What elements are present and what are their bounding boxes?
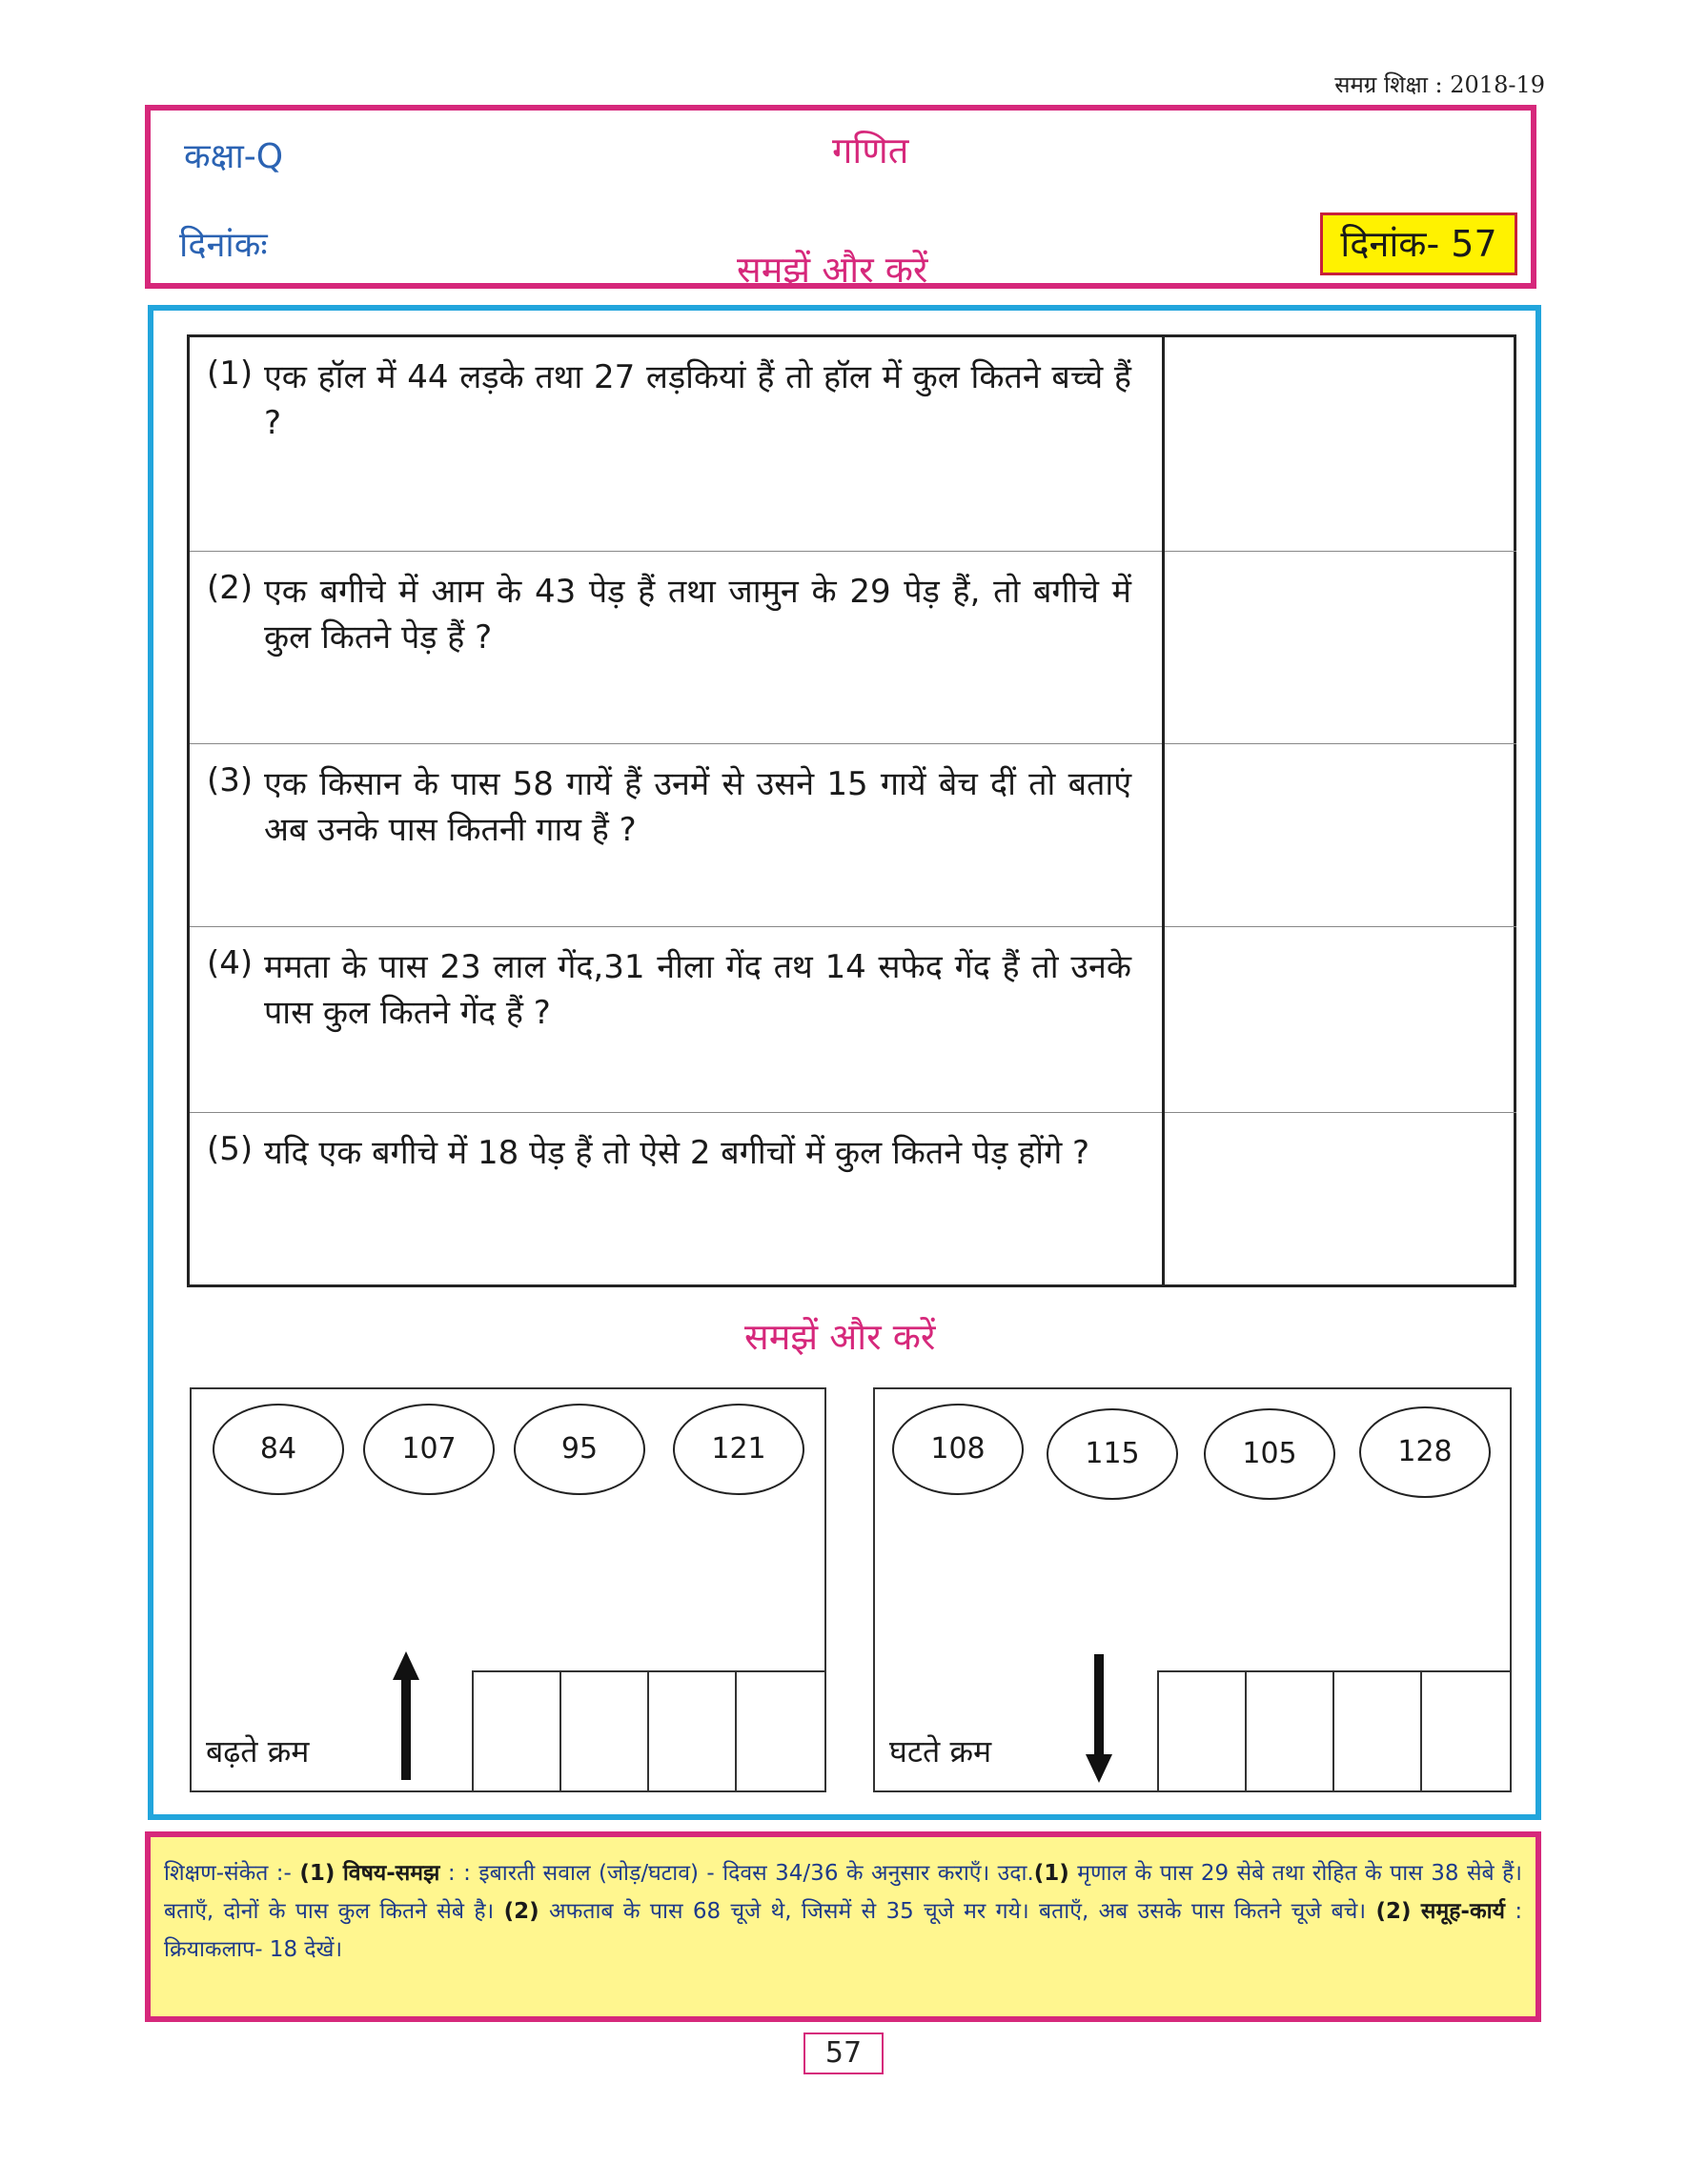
number-bubble: 121 (673, 1404, 804, 1495)
subject-title: गणित (832, 130, 909, 172)
ascending-order-box (190, 1387, 826, 1792)
note-point-text: : : इबारती सवाल (जोड़/घटाव) - दिवस 34/36 के अनुसार कराएँ। उदा. (447, 1861, 1034, 1886)
answer-space[interactable] (1165, 1113, 1516, 1284)
problem-row (190, 337, 1162, 552)
down-arrow-icon (1085, 1654, 1113, 1783)
answer-cell[interactable] (561, 1672, 649, 1790)
note-point-text: : क्रियाकलाप- 18 देखें। (164, 1899, 1523, 1962)
note-point-title: विषय-समझ (342, 1861, 440, 1886)
answer-space[interactable] (1165, 337, 1516, 552)
up-arrow-icon (392, 1651, 420, 1780)
word-problems-table (187, 334, 1516, 1287)
note-example-number: (1) (1033, 1861, 1069, 1886)
problem-number: (1) (207, 354, 254, 393)
answer-cell[interactable] (1334, 1672, 1422, 1790)
day-badge: दिनांक- 57 (1320, 212, 1517, 275)
answer-cell[interactable] (1247, 1672, 1334, 1790)
note-example-text: अफताब के पास 68 चूजे थे, जिसमें से 35 चूजे मर गये। बताएँ, अब उसके पास कितने चूजे बचे। (549, 1899, 1367, 1924)
descending-answer-cells (1157, 1670, 1510, 1790)
page-number: 57 (803, 2032, 884, 2074)
section-heading: समझें और करें (737, 249, 928, 291)
ordering-section-heading: समझें और करें (744, 1316, 936, 1358)
problem-row (190, 744, 1162, 927)
note-point-number: (2) (1375, 1899, 1412, 1924)
problem-text: एक हॉल में 44 लड़के तथा 27 लड़कियां हैं तो हॉल में कुल कितने बच्चे हैं ? (264, 358, 1131, 442)
ascending-order-label: बढ़ते क्रम (206, 1733, 310, 1769)
note-lead: शिक्षण-संकेत :- (164, 1861, 292, 1886)
problem-row (190, 927, 1162, 1113)
number-bubble: 107 (363, 1404, 495, 1495)
answer-cell[interactable] (737, 1672, 824, 1790)
problem-row (190, 1113, 1162, 1284)
number-bubble: 128 (1359, 1406, 1491, 1498)
note-example-text: मृणाल के पास 29 सेबे तथा रोहित के पास 38 सेबे हैं। बताएँ, दोनों के पास कुल कितने सेबे है। (164, 1861, 1523, 1924)
problem-number: (4) (207, 944, 254, 982)
problem-text: यदि एक बगीचे में 18 पेड़ हैं तो ऐसे 2 बगीचों में कुल कितने पेड़ होंगे ? (264, 1134, 1090, 1172)
descending-order-label: घटते क्रम (889, 1733, 992, 1769)
problem-number: (2) (207, 569, 254, 607)
note-point-number: (1) (299, 1861, 336, 1886)
teaching-note (145, 1831, 1541, 2022)
number-bubble: 95 (514, 1404, 645, 1495)
class-label: कक्षा-Q (184, 137, 284, 176)
ascending-answer-cells (472, 1670, 824, 1790)
number-bubble: 105 (1204, 1408, 1335, 1500)
problem-number: (3) (207, 761, 254, 799)
answer-cell[interactable] (1159, 1672, 1247, 1790)
answer-cell[interactable] (649, 1672, 737, 1790)
answer-space[interactable] (1165, 552, 1516, 744)
answer-space[interactable] (1165, 744, 1516, 927)
descending-order-box (873, 1387, 1512, 1792)
note-example-number: (2) (503, 1899, 539, 1924)
number-bubble: 84 (213, 1404, 344, 1495)
problem-number: (5) (207, 1130, 254, 1168)
number-bubble: 115 (1047, 1408, 1178, 1500)
worksheet-header (145, 105, 1536, 289)
program-year-label: समग्र शिक्षा : 2018-19 (1334, 71, 1545, 98)
problem-text: एक बगीचे में आम के 43 पेड़ हैं तथा जामुन के 29 पेड़ हैं, तो बगीचे में कुल कितने पेड़ हैं ? (264, 573, 1131, 657)
problem-text: ममता के पास 23 लाल गेंद,31 नीला गेंद तथ 14 सफेद गेंद हैं तो उनके पास कुल कितने गेंद हैं ? (264, 948, 1131, 1032)
answer-space[interactable] (1165, 927, 1516, 1113)
worksheet-body (148, 305, 1541, 1820)
answer-cell[interactable] (474, 1672, 561, 1790)
problem-text: एक किसान के पास 58 गायें हैं उनमें से उसने 15 गायें बेच दीं तो बताएं अब उनके पास कितनी गाय हैं ? (264, 765, 1131, 849)
date-label: दिनांकः (179, 226, 268, 265)
problem-row (190, 552, 1162, 744)
note-point-title: समूह-कार्य (1420, 1899, 1505, 1924)
answer-cell[interactable] (1422, 1672, 1510, 1790)
number-bubble: 108 (892, 1404, 1024, 1495)
